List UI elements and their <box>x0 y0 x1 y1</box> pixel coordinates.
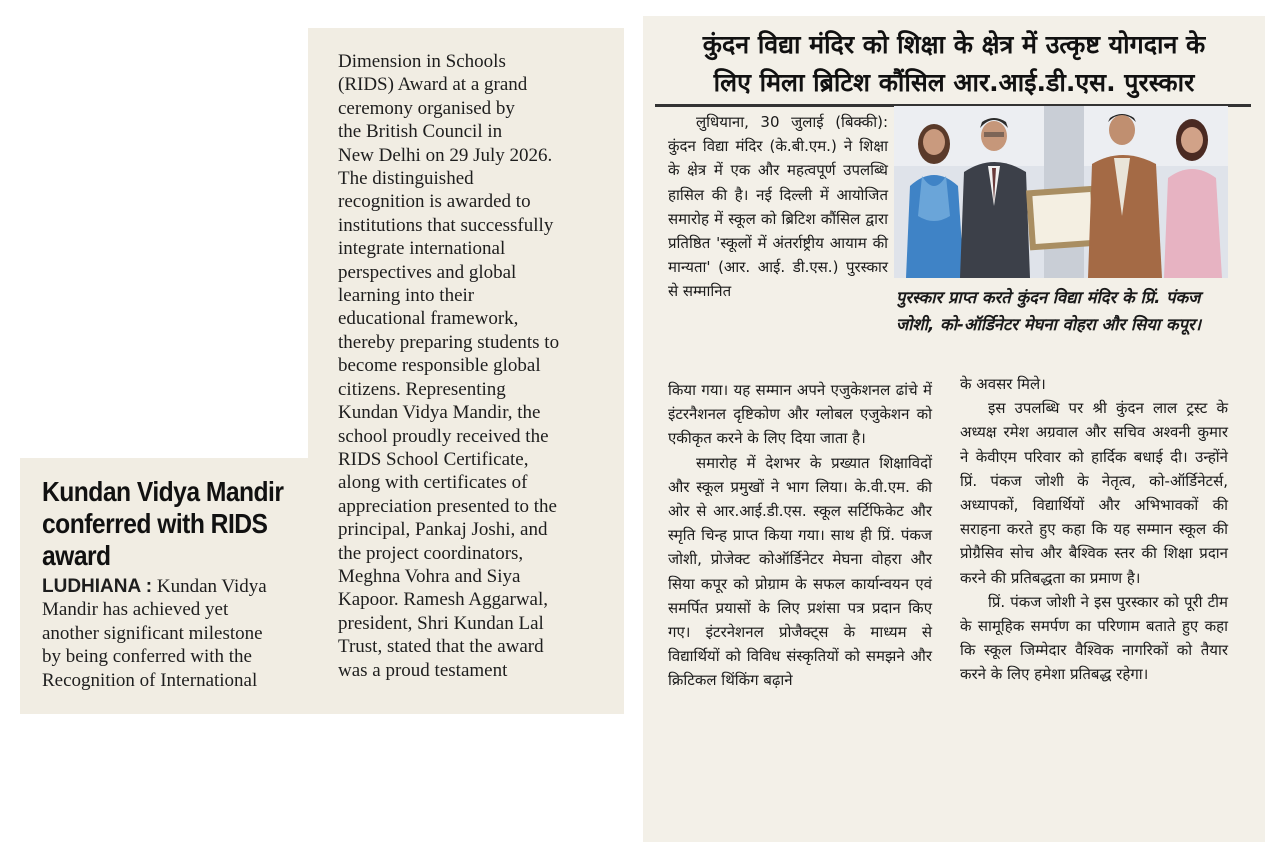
hindi-paragraph: लुधियाना, 30 जुलाई (बिक्की): कुंदन विद्या मंदिर (के.बी.एम.) ने शिक्षा के क्षेत्र में एक और महत्वपूर्ण उपलब्धि हासिल की है। नई दिल्ली में आयोजित समारोह में स्कूल को ब्रिटिश कौंसिल द्वारा प्रतिष्ठित 'स्कूलों में अंतर्राष्ट्रीय आयाम की मान्यता' (आर. आई. डी.एस.) पुरस्कार से सम्मानित <box>668 113 888 301</box>
english-headline: Kundan Vidya Mandir conferred with RIDS award <box>42 476 284 571</box>
english-body-line: New Delhi on 29 July 2026. <box>338 144 553 166</box>
hindi-column-2 <box>960 372 1228 687</box>
hindi-paragraph: प्रिं. पंकज जोशी ने इस पुरस्कार को पूरी टीम के सामूहिक समर्पण का परिणाम बताते हुए कहा कि स्कूल जिम्मेदार वैश्विक नागरिकों को तैयार करने के लिए हमेशा प्रतिबद्ध रहेगा। <box>960 592 1228 684</box>
english-body-line: another significant milestone <box>42 622 263 644</box>
english-body-line: learning into their <box>338 285 475 307</box>
english-body-line: become responsible global <box>338 355 541 377</box>
english-body-line: The distinguished <box>338 168 474 190</box>
hindi-column-1-bottom <box>668 378 932 693</box>
hindi-headline <box>650 26 1258 102</box>
english-body-line: Meghna Vohra and Siya <box>338 565 521 587</box>
hindi-paragraph: के अवसर मिले। <box>960 375 1046 393</box>
hindi-paragraph: समारोह में देशभर के प्रख्यात शिक्षाविदों और स्कूल प्रमुखों ने भाग लिया। के.वी.एम. की ओर से आर.आई.डी.एस. स्कूल सर्टिफिकेट और स्मृति चिन्ह प्राप्त किया गया। साथ ही प्रिं. पंकज जोशी, प्रोजेक्ट कोऑर्डिनेटर मेघना वोहरा और सिया कपूर को प्रोग्राम के सफल कार्यान्वयन एवं समर्पित प्रयासों के लिए प्रशंसा पत्र प्रदान किए गए। इंटरनेशनल प्रोजैक्ट्स के माध्यम से विद्यार्थियों को विविध संस्कृतियों को समझने और क्रिटिकल थिंकिंग बढ़ाने <box>668 453 932 690</box>
english-body-line: Recognition of International <box>42 669 258 691</box>
photo-caption: पुरस्कार प्राप्त करते कुंदन विद्या मंदिर के प्रिं. पंकज जोशी, को-ऑर्डिनेटर मेघना वोहरा और सिया कपूर। <box>896 288 1201 334</box>
english-body-line: integrate international <box>338 238 506 260</box>
hindi-headline-line-1: कुंदन विद्या मंदिर को शिक्षा के क्षेत्र में उत्कृष्ट योगदान के <box>702 30 1206 59</box>
english-body-line: Trust, stated that the award <box>338 636 544 658</box>
english-body-line: RIDS School Certificate, <box>338 448 529 470</box>
english-body-line: school proudly received the <box>338 425 549 447</box>
english-body-line: (RIDS) Award at a grand <box>338 74 528 96</box>
english-body-line: Dimension in Schools <box>338 51 506 72</box>
english-body-line: appreciation presented to the <box>338 495 557 517</box>
english-body-line: was a proud testament <box>338 659 508 681</box>
english-body-line: institutions that successfully <box>338 214 554 236</box>
english-body-line: ceremony organised by <box>338 97 515 119</box>
hindi-paragraph: इस उपलब्धि पर श्री कुंदन लाल ट्रस्ट के अध्यक्ष रमेश अग्रवाल और सचिव अश्वनी कुमार ने केवीएम परिवार को हार्दिक बधाई दी। उन्होंने प्रिं. पंकज जोशी के नेतृत्व, को-ऑर्डिनेटर्स, अध्यापकों, विद्यार्थियों और अभिभावकों की सराहना करते हुए कहा कि यह सम्मान स्कूल की प्रोग्रैसिव सोच और बैश्विक स्तर की शिक्षा प्रदान करने की प्रतिबद्धता का प्रमाण है। <box>960 399 1228 587</box>
hindi-paragraph: किया गया। यह सम्मान अपने एजुकेशनल ढांचे में इंटरनैशनल दृष्टिकोण और ग्लोबल एजुकेशन को एकीकृत करने के लिए दिया जाता है। <box>668 381 932 448</box>
english-body-line: educational framework, <box>338 308 519 330</box>
english-body-line: recognition is awarded to <box>338 191 531 213</box>
english-article-right-column <box>338 50 618 682</box>
english-body-line: principal, Pankaj Joshi, and <box>338 519 548 541</box>
english-dateline: LUDHIANA : <box>42 576 153 597</box>
english-body-text: Kundan Vidya <box>156 576 267 597</box>
english-body-line: perspectives and global <box>338 261 517 283</box>
english-body-line: Kundan Vidya Mandir, the <box>338 402 541 424</box>
hindi-headline-line-2: लिए मिला ब्रिटिश कौंसिल आर.आई.डी.एस. पुरस्कार <box>713 68 1195 97</box>
english-body-line: citizens. Representing <box>338 378 506 400</box>
english-body-line: along with certificates of <box>338 472 528 494</box>
english-article-left-column <box>42 476 306 692</box>
english-body-line: president, Shri Kundan Lal <box>338 612 544 634</box>
english-body-line <box>42 575 306 598</box>
english-body-line: Kapoor. Ramesh Aggarwal, <box>338 589 549 611</box>
english-body-line: the British Council in <box>338 121 503 143</box>
award-ceremony-photo <box>894 106 1228 278</box>
english-body-line: thereby preparing students to <box>338 331 560 353</box>
english-body-line: Mandir has achieved yet <box>42 599 229 621</box>
english-body-line: by being conferred with the <box>42 646 252 668</box>
english-body-line: the project coordinators, <box>338 542 524 564</box>
hindi-column-1-top <box>668 110 888 304</box>
